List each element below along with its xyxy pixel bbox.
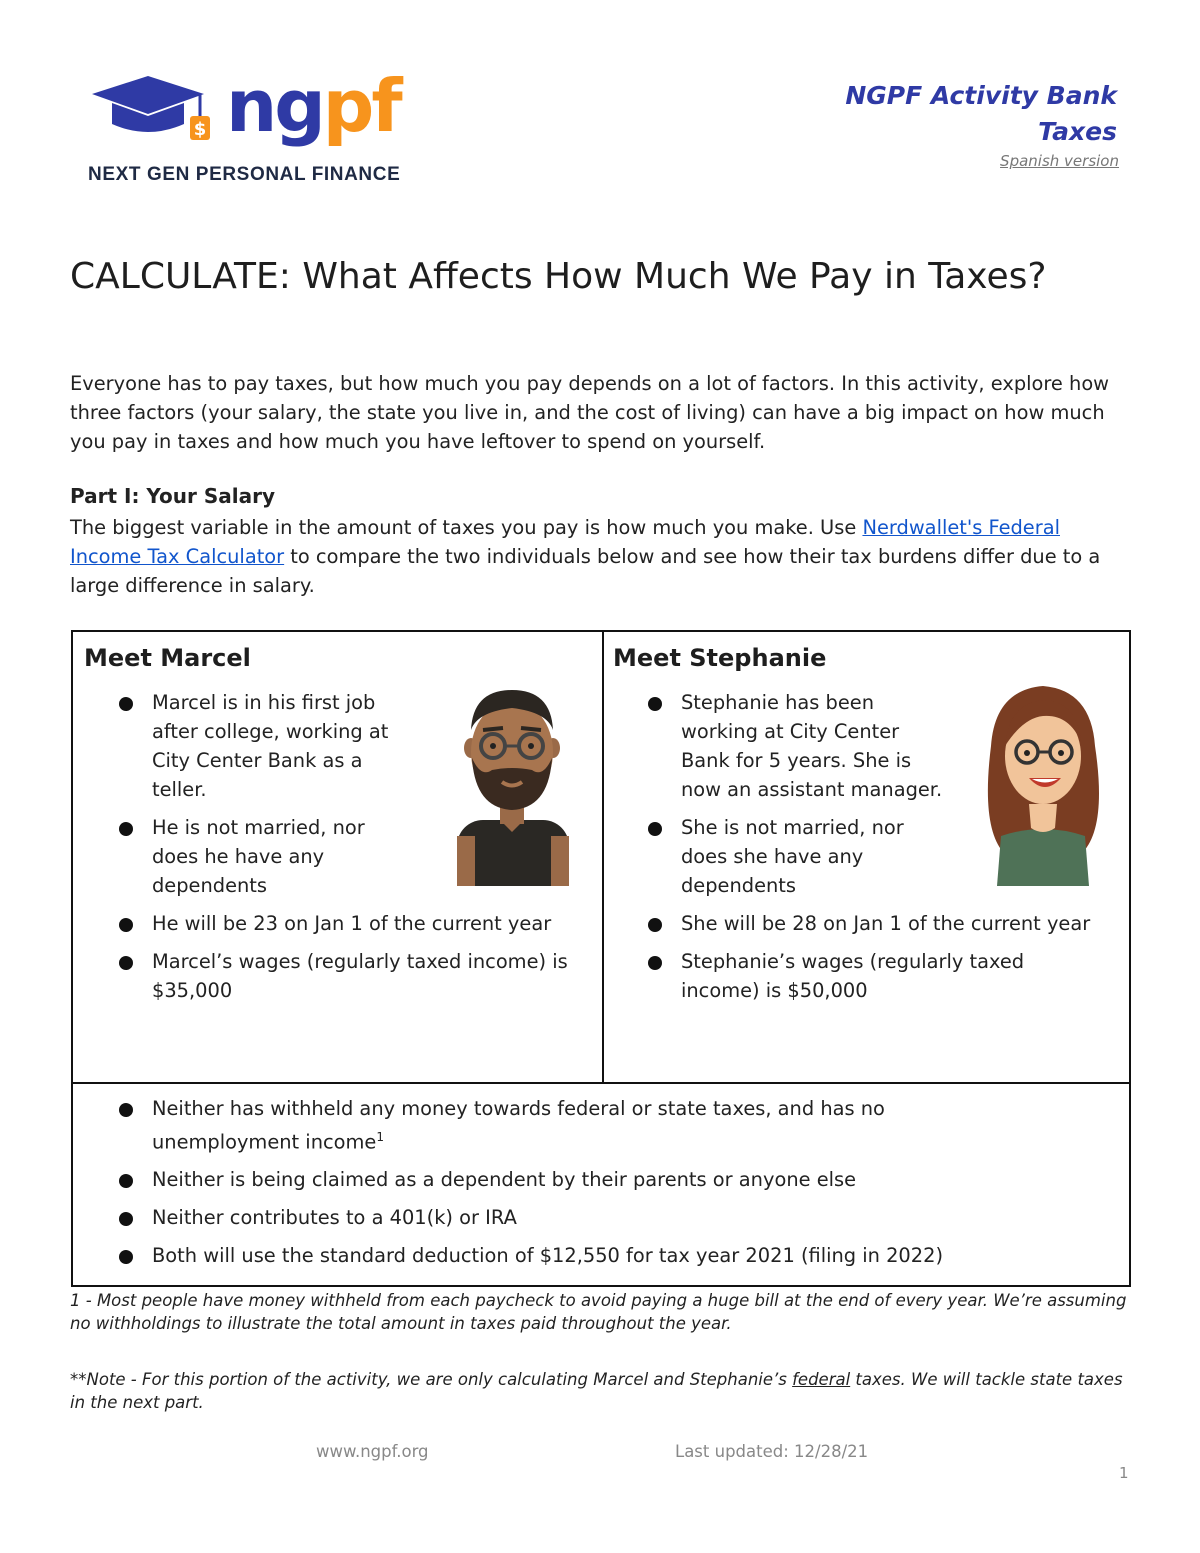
part-1-text-before: The biggest variable in the amount of taxes you pay is how much you make. Use xyxy=(70,516,863,539)
logo-wordmark-pf: pf xyxy=(322,64,400,148)
stephanie-bullet: Stephanie has been working at City Center Bank for 5 years. She is now an assistant manager. xyxy=(602,688,951,804)
footer-url[interactable]: www.ngpf.org xyxy=(316,1442,429,1461)
marcel-avatar xyxy=(447,686,577,886)
part-1-text-after: to compare the two individuals below and see how their tax burdens differ due to a large difference in salary. xyxy=(70,545,1101,597)
row-divider xyxy=(73,1082,1129,1084)
logo-tagline: NEXT GEN PERSONAL FINANCE xyxy=(88,164,401,185)
footnote: 1 - Most people have money withheld from each paycheck to avoid paying a huge bill at the end of every year. We’re assuming no withholdings to illustrate the total amount in taxes paid throughout the year. xyxy=(70,1291,1127,1333)
spanish-version-link[interactable]: Spanish version xyxy=(1000,152,1119,170)
marcel-bullet: He will be 23 on Jan 1 of the current year xyxy=(73,909,562,938)
logo-wordmark-ng: ng xyxy=(226,64,323,148)
shared-bullet: Neither contributes to a 401(k) or IRA xyxy=(73,1203,1092,1232)
page-number: 1 xyxy=(1119,1464,1129,1482)
shared-bullet: Neither is being claimed as a dependent by their parents or anyone else xyxy=(73,1165,1092,1194)
header-topic: Taxes xyxy=(1038,117,1117,146)
stephanie-avatar xyxy=(973,676,1113,886)
intro-paragraph: Everyone has to pay taxes, but how much you pay depends on a lot of factors. In this activity, explore how three factors (your salary, the state you live in, and the cost of living) can have a big impact on how much you pay in taxes and how much you have leftover to spend on yourself. xyxy=(70,372,1110,453)
marcel-bullet: He is not married, nor does he have any dependents xyxy=(73,813,417,900)
stephanie-bullet: She is not married, nor does she have any dependents xyxy=(602,813,951,900)
marcel-bullet: Marcel’s wages (regularly taxed income) is $35,000 xyxy=(73,947,592,1005)
shared-bullet-text: Neither has withheld any money towards federal or state taxes, and has no unemployment income xyxy=(152,1097,885,1154)
federal-note xyxy=(70,1368,1140,1414)
header-activity-bank: NGPF Activity Bank xyxy=(845,81,1117,110)
graduation-cap-icon xyxy=(88,76,228,156)
marcel-title: Meet Marcel xyxy=(84,644,251,672)
note-underlined: federal xyxy=(792,1370,851,1389)
marcel-bullet: Marcel is in his first job after college, working at City Center Bank as a teller. xyxy=(73,688,417,804)
footnote-marker: 1 xyxy=(376,1130,384,1144)
logo-wordmark xyxy=(226,66,400,146)
part-1-heading: Part I: Your Salary xyxy=(70,484,276,508)
nerdwallet-calculator-link[interactable]: Nerdwallet's Federal Income Tax Calculator xyxy=(70,516,1060,568)
stephanie-bullet: She will be 28 on Jan 1 of the current year xyxy=(602,909,1101,938)
comparison-table xyxy=(71,630,1131,1287)
header-right xyxy=(845,78,1117,170)
dollar-sign: $ xyxy=(193,119,207,140)
shared-bullet-list xyxy=(73,1094,1112,1279)
ngpf-logo xyxy=(88,66,428,196)
note-text-before: **Note - For this portion of the activity, we are only calculating Marcel and Stephanie’s xyxy=(70,1370,793,1389)
note-text-after: taxes. We will tackle state taxes in the next part. xyxy=(70,1370,1123,1412)
shared-bullet: Both will use the standard deduction of $12,550 for tax year 2021 (filing in 2022) xyxy=(73,1241,1112,1270)
stephanie-bullet: Stephanie’s wages (regularly taxed income) is $50,000 xyxy=(602,947,1101,1005)
page-title: CALCULATE: What Affects How Much We Pay in Taxes? xyxy=(70,256,1047,297)
part-1-body xyxy=(70,513,1130,600)
footer-last-updated: Last updated: 12/28/21 xyxy=(675,1442,869,1461)
shared-bullet xyxy=(73,1094,982,1156)
stephanie-title: Meet Stephanie xyxy=(613,644,827,672)
